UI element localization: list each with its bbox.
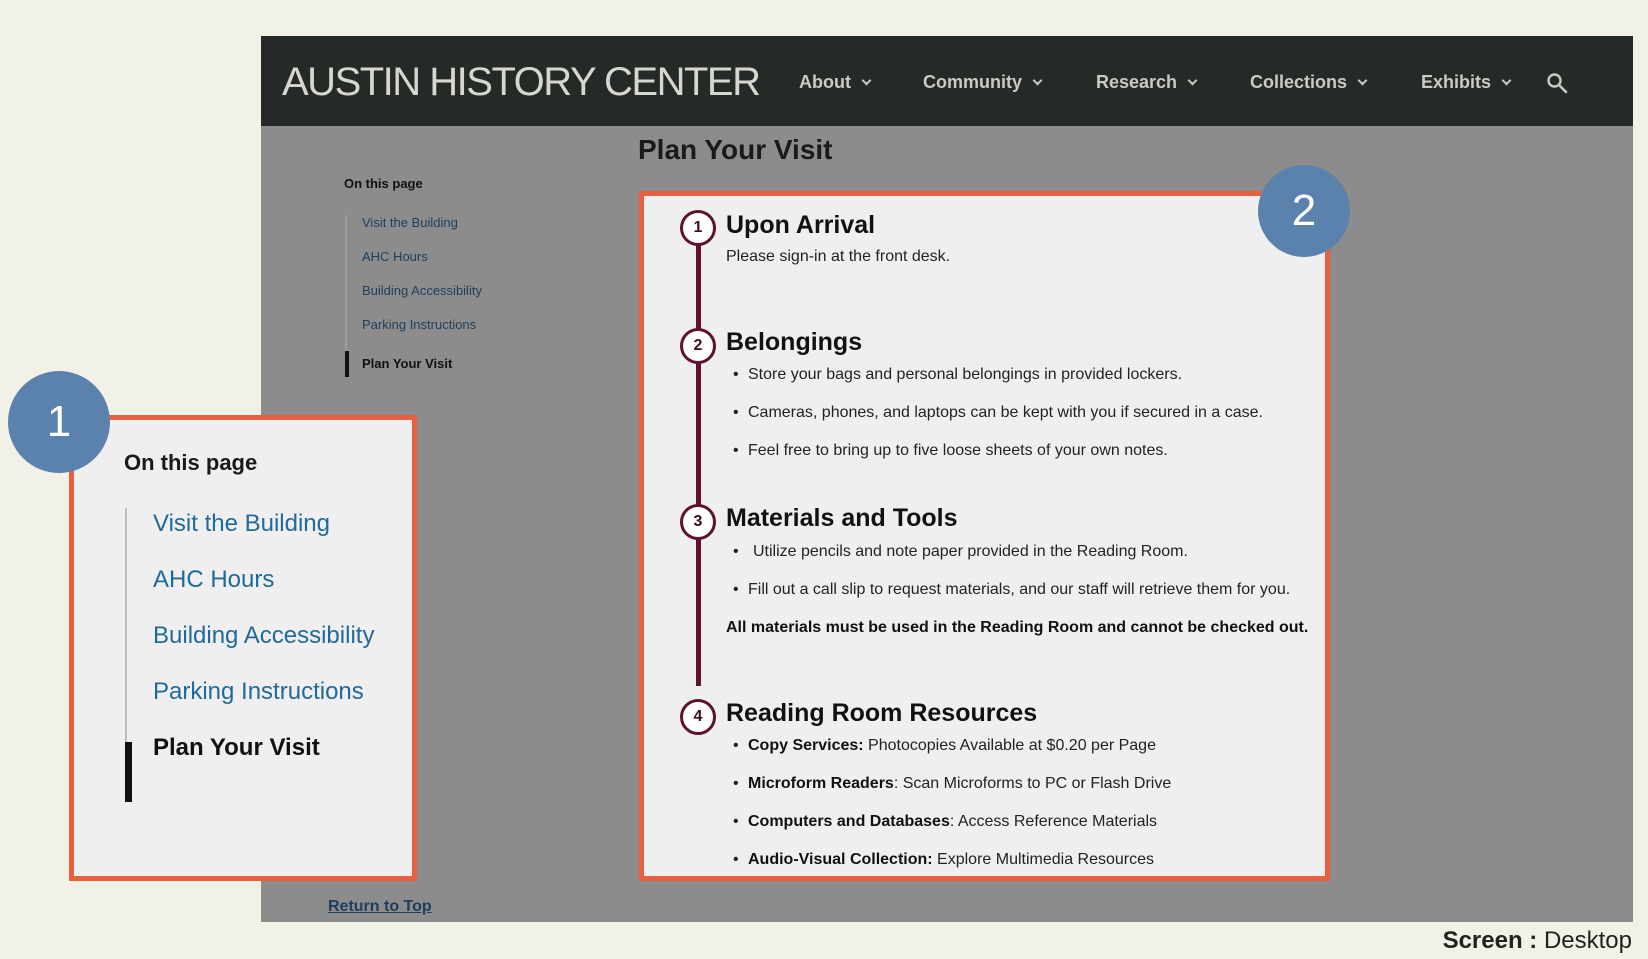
callout-toc-title: On this page (124, 450, 258, 475)
toc-item-plan-your-visit[interactable]: Plan Your Visit (345, 351, 482, 377)
materials-notice: All materials must be used in the Reading Room and cannot be checked out. (726, 619, 1309, 636)
chevron-down-icon (862, 76, 872, 86)
bullet-text: Fill out a call slip to request materials, and our staff will retrieve them for you. (748, 581, 1291, 598)
site-logo[interactable]: AUSTIN HISTORY CENTER (282, 60, 760, 104)
callout-toc-visit-the-building[interactable]: Visit the Building (153, 510, 330, 537)
search-icon[interactable] (1546, 72, 1568, 94)
callout-toc-ahc-hours[interactable]: AHC Hours (153, 566, 275, 593)
step-title-materials-and-tools: Materials and Tools (726, 504, 958, 532)
list-item (734, 813, 1157, 831)
callout-toc-parking-instructions[interactable]: Parking Instructions (153, 678, 364, 705)
resource-name: Audio-Visual Collection: (748, 851, 933, 868)
toc-item-ahc-hours[interactable]: AHC Hours (362, 249, 428, 264)
bullet-text: Utilize pencils and note paper provided in the Reading Room. (753, 543, 1188, 560)
resource-name: Computers and Databases (748, 813, 950, 830)
screen-label-key: Screen : (1442, 927, 1538, 954)
list-item (734, 851, 1154, 869)
nav-research-label: Research (1096, 72, 1178, 92)
toc-list (345, 215, 482, 377)
callout-toc-zoom (69, 415, 417, 881)
bullet-text: Store your bags and personal belongings in provided lockers. (748, 366, 1183, 383)
resource-name: Microform Readers (748, 775, 894, 792)
step-number-1: 1 (680, 210, 716, 246)
list-item (734, 404, 1263, 422)
resource-name: Copy Services: (748, 737, 864, 754)
page-title: Plan Your Visit (638, 134, 833, 165)
list-item (734, 737, 1156, 755)
callout-toc-building-accessibility[interactable]: Building Accessibility (153, 622, 375, 649)
nav-research[interactable] (1096, 72, 1196, 93)
step-number-2: 2 (680, 328, 716, 364)
step-number-4: 4 (680, 699, 716, 735)
callout-toc-plan-your-visit[interactable]: Plan Your Visit (153, 734, 320, 761)
toc-title: On this page (344, 176, 423, 191)
nav-collections[interactable] (1250, 72, 1366, 93)
nav-collections-label: Collections (1250, 72, 1348, 92)
nav-exhibits[interactable] (1421, 72, 1510, 93)
list-item (734, 543, 1188, 561)
callout-plan-your-visit (639, 191, 1330, 881)
bullet-text: Cameras, phones, and laptops can be kept with you if secured in a case. (748, 404, 1263, 421)
step-title-upon-arrival: Upon Arrival (726, 211, 876, 239)
nav-about-label: About (799, 72, 851, 92)
resource-detail: : Scan Microforms to PC or Flash Drive (893, 775, 1172, 792)
resource-detail: Photocopies Available at $0.20 per Page (863, 737, 1156, 754)
screen-type-label (1443, 927, 1632, 955)
main-nav (261, 36, 1633, 126)
chevron-down-icon (1188, 76, 1198, 86)
list-item (734, 775, 1171, 793)
toc-active-indicator (125, 742, 132, 802)
bullet-text: Feel free to bring up to five loose sheets of your own notes. (748, 442, 1168, 459)
chevron-down-icon (1033, 76, 1043, 86)
chevron-down-icon (1502, 76, 1512, 86)
resource-detail: Explore Multimedia Resources (932, 851, 1155, 868)
return-to-top-link[interactable]: Return to Top (328, 898, 432, 915)
screen-label-value: Desktop (1543, 927, 1632, 954)
step-number-3: 3 (680, 504, 716, 540)
step-title-reading-room-resources: Reading Room Resources (726, 699, 1038, 727)
resource-detail: : Access Reference Materials (949, 813, 1158, 830)
nav-community[interactable] (923, 72, 1041, 93)
toc-item-visit-the-building[interactable]: Visit the Building (362, 215, 458, 230)
nav-community-label: Community (923, 72, 1022, 92)
callout-badge-2: 2 (1258, 165, 1350, 257)
list-item (734, 442, 1168, 460)
nav-exhibits-label: Exhibits (1421, 72, 1492, 92)
nav-about[interactable] (799, 72, 870, 93)
on-this-page-nav (344, 176, 482, 377)
toc-item-parking-instructions[interactable]: Parking Instructions (362, 317, 477, 332)
callout-badge-1: 1 (8, 371, 110, 473)
toc-item-building-accessibility[interactable]: Building Accessibility (362, 283, 482, 298)
list-item (734, 581, 1290, 599)
list-item (734, 366, 1182, 384)
chevron-down-icon (1358, 76, 1368, 86)
step-timeline (696, 226, 701, 686)
step-title-belongings: Belongings (726, 328, 863, 356)
step-text-upon-arrival: Please sign-in at the front desk. (726, 248, 951, 265)
site-header (261, 36, 1633, 126)
